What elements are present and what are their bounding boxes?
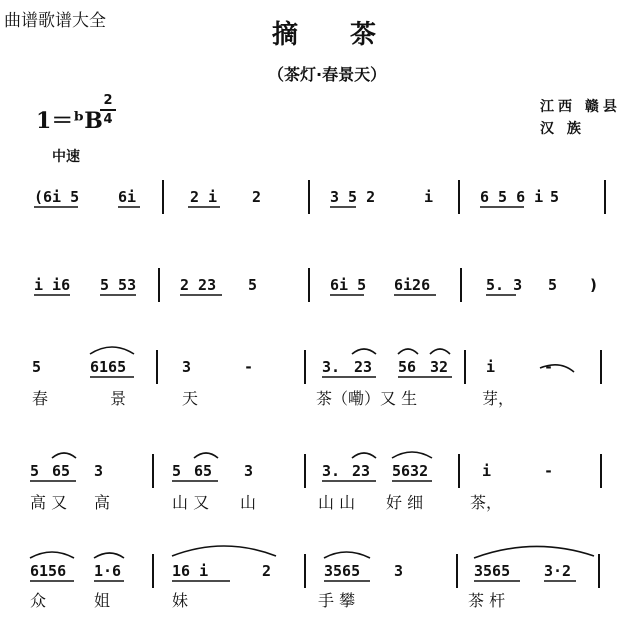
note-group: 56 xyxy=(398,358,417,376)
slur xyxy=(324,552,370,558)
slur xyxy=(52,453,76,458)
slur xyxy=(172,546,276,556)
note-group: 6 5 6 i xyxy=(480,188,544,206)
lyric: 姐 xyxy=(94,591,111,610)
note-group: 3 xyxy=(244,462,254,480)
note-group: 5 xyxy=(32,358,42,376)
lyric: 好 细 xyxy=(386,493,424,512)
slur xyxy=(474,546,594,558)
note-group: 5632 xyxy=(392,462,429,480)
note-group: 65 xyxy=(52,462,71,480)
lyric: 众 xyxy=(30,591,47,610)
note-group: 5 xyxy=(548,276,558,294)
slur xyxy=(94,553,124,558)
note-group: i xyxy=(424,188,434,206)
note-group: 2 23 xyxy=(180,276,217,294)
note-group: 3. xyxy=(322,462,341,480)
slur xyxy=(352,349,376,354)
note-group: 6165 xyxy=(90,358,127,376)
note-group: 6i26 xyxy=(394,276,431,294)
note-group: 23 xyxy=(352,462,371,480)
slur xyxy=(430,349,450,354)
song-subtitle: （茶灯·春景天） xyxy=(268,65,387,84)
note-group: 3·2 xyxy=(544,562,572,580)
time-signature-top: 2 xyxy=(103,93,113,108)
origin-ethnicity: 汉 族 xyxy=(540,121,585,137)
lyric: 山 xyxy=(240,493,257,512)
key-signature: 1＝ᵇB xyxy=(36,108,103,134)
slur xyxy=(30,552,74,558)
note-group: 2 xyxy=(252,188,262,206)
slur xyxy=(392,452,432,458)
note-group: 6i xyxy=(118,188,137,206)
note-group: 2 xyxy=(262,562,272,580)
lyric: 茶 杆 xyxy=(468,591,506,610)
lyric: 山 又 xyxy=(172,493,210,512)
note-group: 5 xyxy=(550,188,560,206)
note-group: 3 xyxy=(182,358,192,376)
closing-parenthesis: ) xyxy=(590,276,597,294)
note-group: - xyxy=(544,358,554,376)
slur xyxy=(398,349,418,354)
note-group: 3 xyxy=(394,562,404,580)
note-group: 6156 xyxy=(30,562,67,580)
slur xyxy=(540,365,574,372)
watermark-text: 曲谱歌谱大全 xyxy=(4,11,106,31)
origin-region: 江西 赣县 xyxy=(540,99,621,115)
lyric: 春 xyxy=(32,389,49,408)
lyric: 山 山 xyxy=(318,493,356,512)
lyric: 妹 xyxy=(172,591,189,610)
slur xyxy=(194,453,218,458)
note-group: 3 5 2 xyxy=(330,188,376,206)
tempo-marking: 中速 xyxy=(52,149,80,165)
note-group: 3565 xyxy=(474,562,511,580)
note-group: 23 xyxy=(354,358,373,376)
lyric: 茶， xyxy=(470,493,503,512)
note-group: 5 xyxy=(172,462,182,480)
note-group: 5 53 xyxy=(100,276,137,294)
note-group: 2 i xyxy=(190,188,218,206)
lyric: 天 xyxy=(182,389,199,408)
slur xyxy=(90,347,134,354)
note-group: 32 xyxy=(430,358,449,376)
note-group: i xyxy=(482,462,492,480)
note-group: 16 i xyxy=(172,562,209,580)
note-group: - xyxy=(244,358,254,376)
slur xyxy=(352,453,376,458)
note-group: (6i 5 xyxy=(34,188,80,206)
note-group: 5 xyxy=(30,462,40,480)
lyric: 芽， xyxy=(482,389,515,408)
note-group: 3565 xyxy=(324,562,361,580)
song-title: 摘茶 xyxy=(272,20,429,50)
note-group: i i6 xyxy=(34,276,71,294)
note-group: 6i 5 xyxy=(330,276,367,294)
lyric: 景 xyxy=(110,389,127,408)
lyric: 高 xyxy=(94,493,111,512)
note-group: - xyxy=(544,462,554,480)
note-group: 5. 3 xyxy=(486,276,523,294)
note-group: 1·6 xyxy=(94,562,122,580)
note-group: 65 xyxy=(194,462,213,480)
lyric: 茶（嘞）又 生 xyxy=(316,389,418,408)
time-signature-bottom: 4 xyxy=(100,109,116,128)
lyric: 高 又 xyxy=(30,493,68,512)
note-group: i xyxy=(486,358,496,376)
lyric: 手 攀 xyxy=(318,591,356,610)
note-group: 5 xyxy=(248,276,258,294)
note-group: 3 xyxy=(94,462,104,480)
note-group: 3. xyxy=(322,358,341,376)
